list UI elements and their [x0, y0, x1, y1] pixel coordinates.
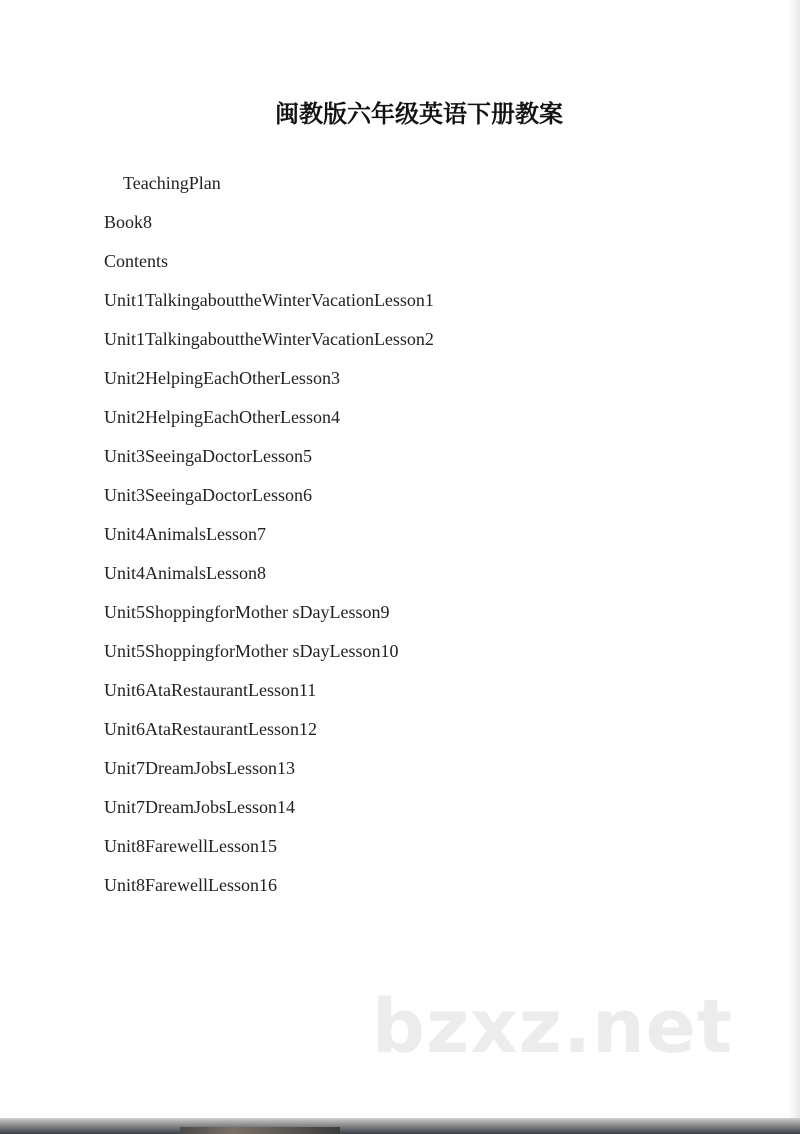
contents-item: Unit2HelpingEachOtherLesson4: [104, 407, 340, 427]
contents-item: Unit7DreamJobsLesson14: [104, 797, 295, 817]
contents-item: Unit6AtaRestaurantLesson11: [104, 680, 317, 700]
contents-item: Unit7DreamJobsLesson13: [104, 758, 295, 778]
contents-item: Unit3SeeingaDoctorLesson5: [104, 446, 312, 466]
contents-item: Unit1TalkingabouttheWinterVacationLesson1: [104, 290, 434, 310]
contents-item: Unit1TalkingabouttheWinterVacationLesson2: [104, 329, 434, 349]
contents-item: Unit5ShoppingforMother sDayLesson9: [104, 602, 390, 622]
contents-item: Unit8FarewellLesson15: [104, 836, 277, 856]
heading-contents: Contents: [104, 251, 169, 271]
heading-teaching-plan: TeachingPlan: [123, 173, 221, 193]
contents-list: [104, 170, 434, 911]
contents-item: Unit6AtaRestaurantLesson12: [104, 719, 317, 739]
bottom-strip: [0, 1118, 800, 1134]
heading-book: Book8: [104, 212, 153, 232]
bottom-photo-strip: [180, 1127, 340, 1134]
document-title: 闽教版六年级英语下册教案: [275, 100, 563, 128]
contents-item: Unit8FarewellLesson16: [104, 875, 277, 895]
contents-item: Unit5ShoppingforMother sDayLesson10: [104, 641, 399, 661]
contents-item: Unit2HelpingEachOtherLesson3: [104, 368, 340, 388]
contents-item: Unit3SeeingaDoctorLesson6: [104, 485, 312, 505]
contents-item: Unit4AnimalsLesson7: [104, 524, 266, 544]
watermark: bzxz.net: [372, 984, 734, 1070]
page-edge-shadow: [788, 0, 800, 1118]
contents-item: Unit4AnimalsLesson8: [104, 563, 266, 583]
